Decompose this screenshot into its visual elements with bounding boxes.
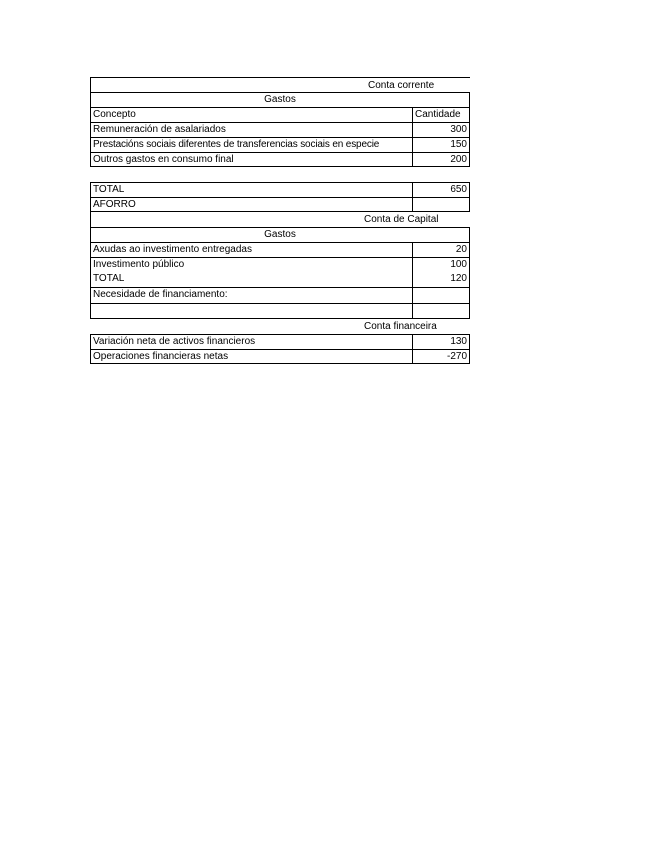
spreadsheet-page <box>90 77 470 364</box>
total-amount: 650 <box>412 182 470 197</box>
row-amount: 100 <box>412 257 470 272</box>
necesidade-row <box>90 287 470 303</box>
table-header-row <box>90 107 470 122</box>
necesidade-label: Necesidade de financiamento: <box>90 287 413 303</box>
header-concept: Concepto <box>90 107 413 122</box>
conta-corrente-title-row <box>90 77 470 92</box>
row-amount: 300 <box>412 122 470 137</box>
conta-capital-section-label: Gastos <box>264 229 296 240</box>
conta-corrente-title: Conta corrente <box>368 80 435 91</box>
conta-financeira-title: Conta financeira <box>364 321 437 332</box>
row-concept: Prestacións sociais diferentes de transferencias sociais en especie <box>90 137 413 152</box>
aforro-amount <box>412 197 470 212</box>
row-concept: Axudas ao investimento entregadas <box>90 242 413 257</box>
row-concept: Outros gastos en consumo final <box>90 152 413 167</box>
empty-cell <box>412 303 470 319</box>
conta-capital-title-row <box>90 212 470 227</box>
row-concept: Operaciones financieras netas <box>90 349 413 364</box>
total-amount: 120 <box>412 272 470 287</box>
spacer-row <box>90 167 470 182</box>
conta-financeira-title-row <box>90 319 470 334</box>
conta-corrente-section-label: Gastos <box>264 94 296 105</box>
conta-capital-section-row <box>90 227 470 242</box>
table-row <box>90 334 470 349</box>
header-amount: Cantidade <box>412 107 470 122</box>
table-row <box>90 152 470 167</box>
empty-cell <box>90 303 413 319</box>
row-amount: 20 <box>412 242 470 257</box>
row-amount: 200 <box>412 152 470 167</box>
row-amount: -270 <box>412 349 470 364</box>
table-row <box>90 242 470 257</box>
table-row <box>90 137 470 152</box>
row-amount: 130 <box>412 334 470 349</box>
conta-corrente-section-row <box>90 92 470 107</box>
total-label: TOTAL <box>90 182 413 197</box>
total-row <box>90 182 470 197</box>
row-concept: Investimento público <box>90 257 413 272</box>
row-amount: 150 <box>412 137 470 152</box>
table-row <box>90 122 470 137</box>
aforro-label: AFORRO <box>90 197 413 212</box>
table-row <box>90 257 470 272</box>
row-concept: Variación neta de activos financieros <box>90 334 413 349</box>
empty-row <box>90 303 470 319</box>
total-label: TOTAL <box>90 272 413 287</box>
conta-capital-title: Conta de Capital <box>364 214 439 225</box>
aforro-row <box>90 197 470 212</box>
total-row <box>90 272 470 287</box>
necesidade-amount <box>412 287 470 303</box>
row-concept: Remuneración de asalariados <box>90 122 413 137</box>
table-row <box>90 349 470 364</box>
